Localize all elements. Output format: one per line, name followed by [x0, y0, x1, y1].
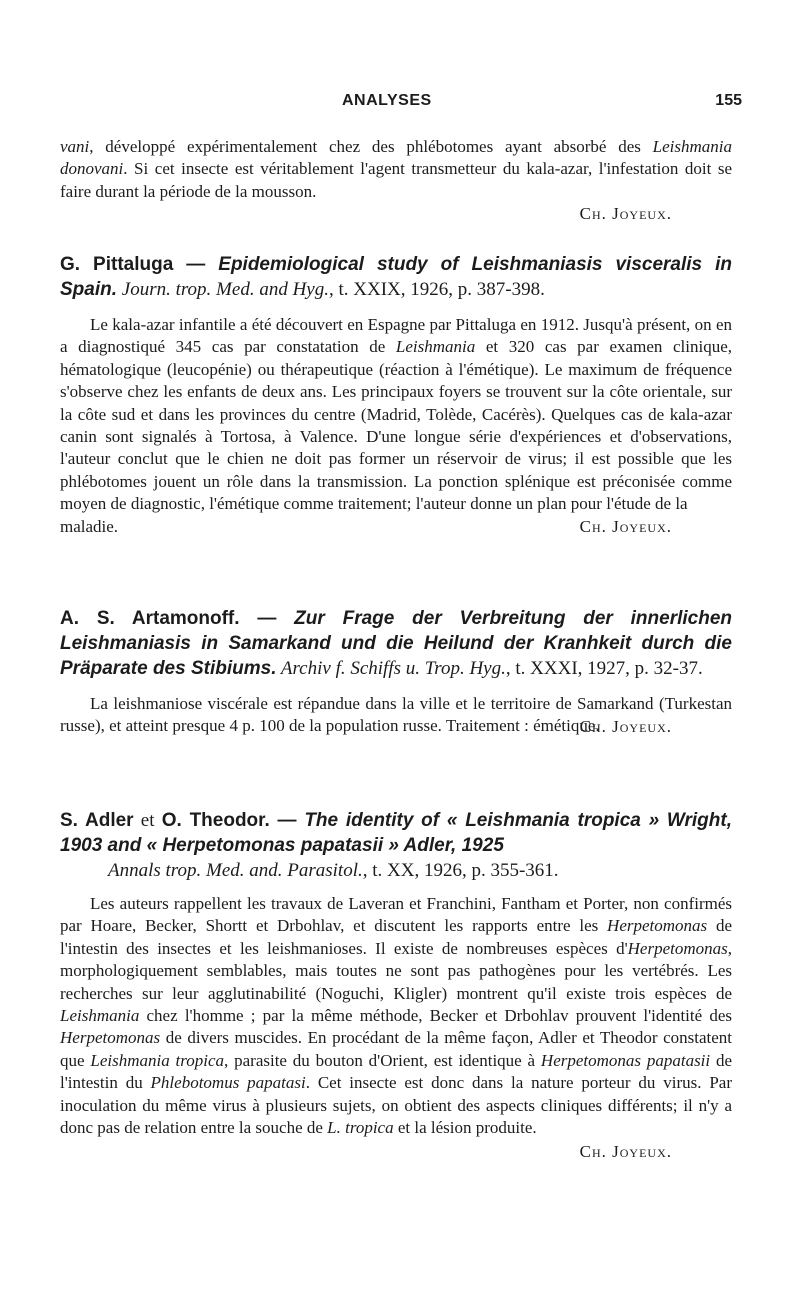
genus-name: Herpetomonas	[607, 916, 708, 936]
entry-heading	[60, 606, 732, 681]
running-header	[60, 90, 742, 114]
author-conjunction: et	[133, 810, 162, 831]
article-title: Zur Frage der Verbreitung der innerlichen Leishmaniasis in Samarkand und die Heilund der Kranhkeit durch die Präparate des Stibiums.	[60, 608, 732, 679]
entry-artamonoff	[60, 606, 732, 738]
abstract-text-8: . Cet insecte est donc dans la nature porteur du virus. Par inoculation du même virus à plusieurs sujets, on obtient des aspects cliniques différents; il n'y a donc pas de relation entre la souche de	[60, 1073, 732, 1138]
signature-line	[60, 516, 732, 538]
page-number: 155	[715, 92, 742, 109]
abstract-body	[60, 314, 732, 516]
signature: Ch. Joyeux.	[579, 1142, 672, 1162]
author: A. S. Artamonoff.	[60, 608, 240, 629]
intro-species-name-2: Leishmania donovani	[60, 137, 732, 179]
abstract-last-word: maladie.	[60, 516, 119, 536]
intro-species-name: vani	[60, 137, 90, 156]
entry-heading	[60, 808, 732, 883]
intro-paragraph	[60, 136, 732, 226]
abstract-text-9: et la lésion produite.	[393, 1118, 537, 1138]
abstract-text-2: de l'intestin des insectes et les leishmanioses. Il existe de nombreuses espèces d'	[60, 916, 732, 958]
author: G. Pittaluga	[60, 254, 174, 275]
intro-text: , développé expérimentalement chez des phlébotomes ayant absorbé des	[89, 137, 641, 156]
species-name-2: Herpetomonas papatasii	[540, 1050, 711, 1070]
citation-details: , t. XXXI, 1927, p. 32-37.	[505, 658, 703, 679]
header-title: ANALYSES	[342, 92, 432, 109]
genus-name-4: Herpetomonas	[60, 1028, 161, 1048]
abstract-text-7: de l'intestin du	[60, 1050, 733, 1093]
entry-heading	[60, 252, 732, 302]
article-title: The identity of « Leishmania tropica » Wright, 1903 and « Herpetomonas papatasii » Adler, 1925	[60, 810, 733, 856]
species-name-3: Phlebotomus papatasi	[150, 1073, 306, 1093]
journal-name: Journ. trop. Med. and Hyg.	[117, 279, 329, 300]
abstract-body: La leishmaniose viscérale est répandue dans la ville et le territoire de Samarkand (Turkestan russe), et atteint presque 4 p. 100 de la population russe. Traitement : émétique.	[60, 694, 732, 736]
author-2: O. Theodor.	[161, 810, 270, 831]
citation-details: , t. XX, 1926, p. 355-361.	[362, 860, 559, 881]
entry-adler-theodor	[60, 808, 732, 1164]
author-1: S. Adler	[60, 810, 134, 831]
journal-name: Archiv f. Schiffs u. Trop. Hyg.	[276, 658, 506, 679]
entry-pittaluga	[60, 252, 732, 538]
heading-dash: —	[269, 810, 305, 831]
abstract-text-3: , morphologiquement semblables, mais toutes ne sont pas pathogènes pour les vertébrés. Les recherches sur leur agglutinabilité (Noguchi, Kligler) montrent qu'il existe trois espèces de	[60, 938, 732, 1003]
journal-citation	[117, 279, 545, 300]
journal-citation	[276, 658, 702, 679]
abstract-text-1: Le kala-azar infantile a été découvert en Espagne par Pittaluga en 1912. Jusqu'à présent, on en a diagnostiqué 345 cas par constatation de	[60, 315, 732, 357]
intro-text-2: . Si cet insecte est véritablement l'agent transmetteur du kala-azar, l'infestation doit se faire durant la période de la mousson.	[60, 159, 732, 201]
heading-dash: —	[173, 254, 219, 275]
citation-details: , t. XXIX, 1926, p. 387-398.	[328, 279, 545, 300]
signature: Ch. Joyeux.	[579, 716, 672, 736]
abstract-text-1: Les auteurs rappellent les travaux de Laveran et Franchini, Fantham et Porter, non confirmés par Hoare, Becker, Shortt et Drbohlav, et discutent les rapports entre les	[60, 894, 732, 936]
abstract-genus: Leishmania	[395, 337, 476, 357]
journal-name: Annals trop. Med. and. Parasitol.	[108, 860, 363, 881]
genus-name-2: Herpetomonas	[627, 938, 728, 958]
species-name-4: L. tropica	[327, 1118, 394, 1138]
signature: Ch. Joyeux.	[579, 204, 672, 224]
article-title: Epidemiological study of Leishmaniasis visceralis in Spain.	[60, 254, 732, 300]
genus-name-3: Leishmania	[60, 1006, 140, 1026]
abstract-text-2: et 320 cas par examen clinique, hématologique (leucopénie) ou thérapeutique (réaction à l'émétique). Le maximum de fréquence s'observe chez les enfants de deux ans. Les principaux foyers se trouvent sur la côte orientale, sur la côte sud et dans les provinces du centre (Madrid, Tolède, Cacérès). Quelques cas de kala-azar canin sont signalés à Tortosa, à Valence. D'une longue série d'expériences et d'observations, l'auteur conclut que le chien ne doit pas former un réservoir de virus; il est possible que les phlébotomes jouent un rôle dans la transmission. La ponction splénique est préconisée comme moyen de diagnostic, l'émétique comme traitement; l'auteur donne un plan pour l'étude de la	[60, 337, 732, 514]
heading-dash: —	[239, 608, 295, 629]
species-name: Leishmania tropica	[90, 1050, 225, 1070]
abstract-text-5: de divers muscides. En procédant de la même façon, Adler et Theodor constatent que	[60, 1028, 732, 1070]
abstract-text-6: , parasite du bouton d'Orient, est identique à	[224, 1050, 541, 1070]
journal-citation	[60, 858, 732, 883]
abstract-body	[60, 893, 732, 1139]
abstract-text-4: chez l'homme ; par la même méthode, Becker et Drbohlav prouvent l'identité des	[139, 1006, 732, 1026]
signature: Ch. Joyeux.	[579, 516, 672, 536]
